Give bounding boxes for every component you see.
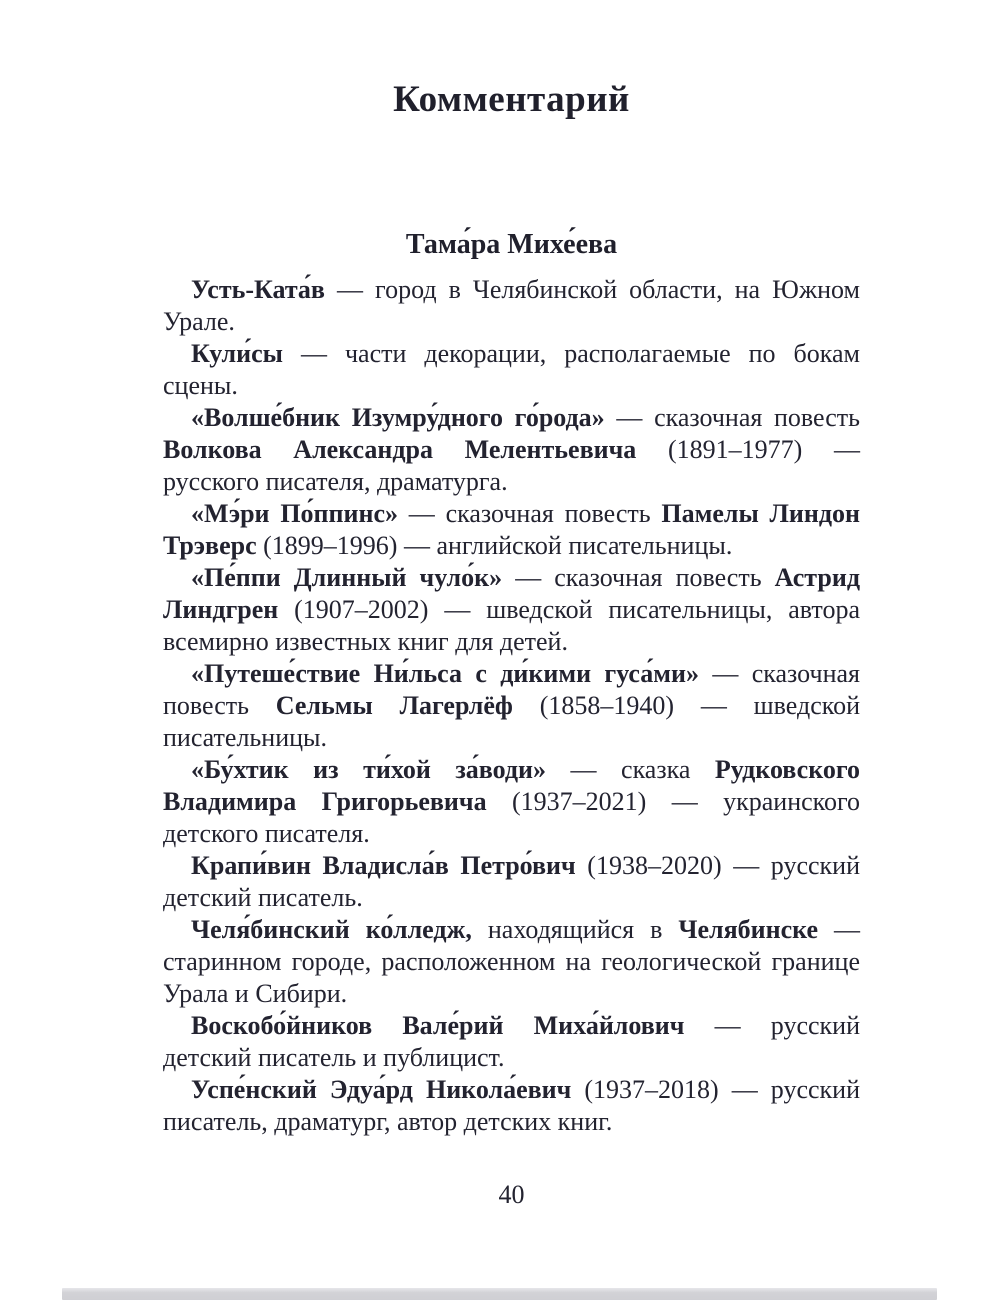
- page-title: Комментарий: [393, 79, 630, 120]
- entry-term: «Бу́хтик из ти́хой за́води»: [191, 755, 547, 784]
- entry-text: — сказочная повесть: [502, 563, 775, 592]
- entry-term: Успе́нский Эдуа́рд Никола́евич: [191, 1075, 572, 1104]
- horizontal-scrollbar[interactable]: [62, 1288, 937, 1300]
- entry-text: — сказочная повесть: [398, 499, 662, 528]
- entry-text: (1937–2018) — русский писатель, драматург, автор детских книг.: [163, 1075, 860, 1136]
- entry-term: Памелы Линдон Трэверс: [163, 499, 861, 560]
- entry-text: — русский детский писатель и публицист.: [163, 1011, 860, 1072]
- commentary-entry: [163, 658, 860, 754]
- entry-text: (1907–2002) — шведской писательницы, автора всемирно известных книг для детей.: [163, 595, 860, 656]
- commentary-entry: [163, 1074, 860, 1138]
- commentary-entry: [163, 338, 860, 402]
- page-number: 40: [498, 1180, 525, 1209]
- commentary-entry: [163, 274, 860, 338]
- entry-text: — сказочная повесть: [604, 403, 860, 432]
- entry-term: «Путеше́ствие Ни́льса с ди́кими гуса́ми»: [191, 659, 699, 688]
- entry-text: — старинном городе, расположенном на геологической границе Урала и Сибири.: [163, 915, 860, 1008]
- entry-term: Усть-Ката́в: [191, 275, 325, 304]
- commentary-entries: [163, 274, 860, 1138]
- entry-text: (1891–1977) — русского писателя, драматурга.: [163, 435, 860, 496]
- entry-text: (1938–2020) — русский детский писатель.: [163, 851, 860, 912]
- entry-term: Волкова Александра Мелентьевича: [163, 435, 637, 464]
- entry-term: Астрид Линдгрен: [163, 563, 860, 624]
- entry-term: Челя́бинский ко́лледж,: [191, 915, 472, 944]
- entry-term: Крапи́вин Владисла́в Петро́вич: [191, 851, 576, 880]
- entry-text: (1937–2021) — украинского детского писателя.: [163, 787, 861, 848]
- commentary-entry: [163, 402, 860, 498]
- commentary-entry: [163, 754, 860, 850]
- entry-term: «Мэ́ри По́ппинс»: [191, 499, 399, 528]
- entry-term: Сельмы Лагерлёф: [275, 691, 513, 720]
- entry-term: Кули́сы: [191, 339, 283, 368]
- entry-term: «Волше́бник Изумру́дного го́рода»: [191, 403, 605, 432]
- entry-text: (1858–1940) — шведской писательницы.: [163, 691, 860, 752]
- entry-text: — сказка: [546, 755, 715, 784]
- entry-text: — части декорации, располагаемые по бокам сцены.: [163, 339, 860, 400]
- commentary-entry: [163, 498, 860, 562]
- commentary-entry: [163, 850, 860, 914]
- entry-text: находящийся в: [471, 915, 679, 944]
- entry-term: Челябинске: [678, 915, 819, 944]
- entry-text: (1899–1996) — английской писательницы.: [256, 531, 733, 560]
- author-heading: Тама́ра Михе́ева: [405, 229, 618, 260]
- commentary-entry: [163, 1010, 860, 1074]
- entry-text: — сказочная повесть: [163, 659, 860, 720]
- entry-term: Рудковского Владимира Григорьевича: [163, 755, 860, 816]
- entry-term: Воскобо́йников Вале́рий Миха́йлович: [191, 1011, 685, 1040]
- commentary-entry: [163, 562, 860, 658]
- commentary-entry: [163, 914, 860, 1010]
- entry-term: «Пе́ппи Длинный чуло́к»: [191, 563, 503, 592]
- entry-text: — город в Челябинской области, на Южном Урале.: [163, 275, 860, 336]
